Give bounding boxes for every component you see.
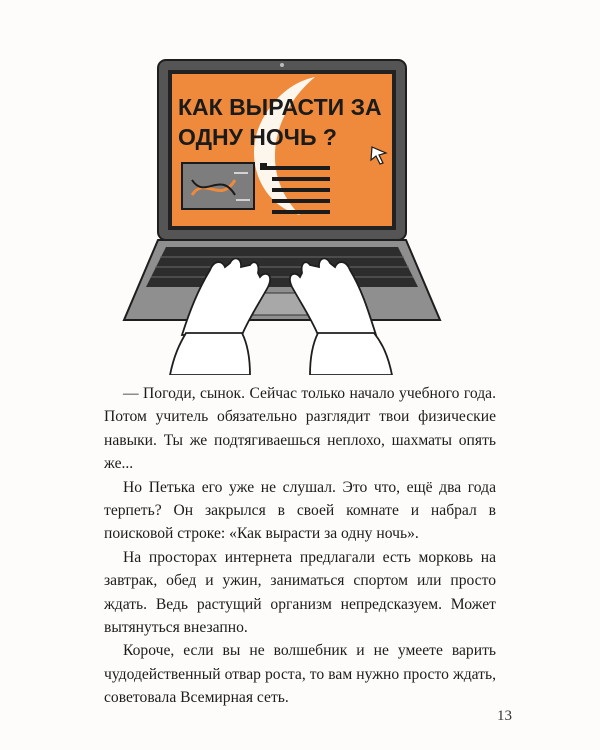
laptop-drawing xyxy=(110,55,450,375)
webcam-icon xyxy=(280,63,284,67)
left-arm xyxy=(170,333,250,375)
story-text xyxy=(104,382,496,710)
article-thumbnail xyxy=(182,163,254,209)
paragraph: Но Петька его уже не слушал. Это что, ещё два года терпеть? Он закрылся в своей комнате и набрал в поисковой строке: «Как вырасти за одну ночь». xyxy=(104,478,496,543)
screen-headline-line2: ОДНУ НОЧЬ ? xyxy=(178,124,337,150)
paragraph: — Погоди, сынок. Сейчас только начало учебного года. Потом учитель обязательно разглядит твои физические навыки. Ты же подтягиваешься неплохо, шахматы опять же... xyxy=(104,385,496,473)
screen-headline-line1: КАК ВЫРАСТИ ЗА xyxy=(178,94,382,120)
paragraph: На просторах интернета предлагали есть морковь на завтрак, обед и ужин, заниматься спортом или просто ждать. Ведь растущий организм непредсказуем. Может вытянуться внезапно. xyxy=(104,548,496,637)
laptop-illustration xyxy=(110,55,450,375)
page-number: 13 xyxy=(497,708,512,724)
right-arm xyxy=(310,333,392,375)
paragraph: Короче, если вы не волшебник и не умеете варить чудодейственный отвар роста, то вам нужно просто ждать, советовала Всемирная сеть. xyxy=(104,642,496,707)
